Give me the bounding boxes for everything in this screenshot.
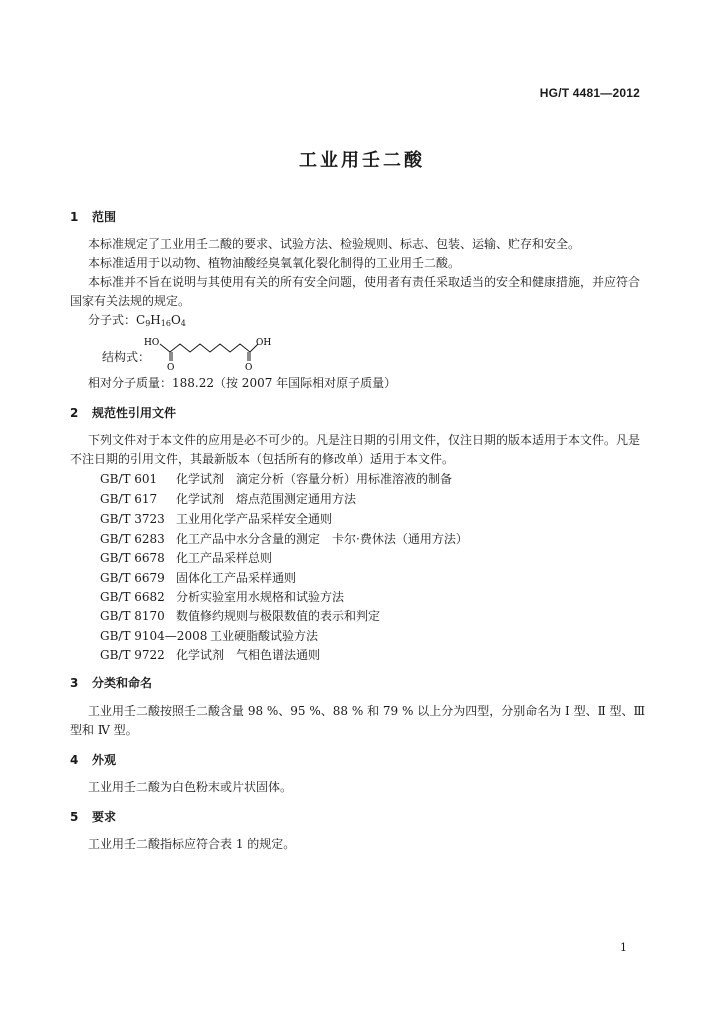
section-3-number: 3 <box>70 676 79 690</box>
reference-code: GB/T 6283 <box>100 532 165 546</box>
reference-title: 化学试剂 熔点范围测定通用方法 <box>176 492 357 506</box>
formula-h: H <box>150 313 161 327</box>
standard-number: HG/T 4481—2012 <box>539 86 640 100</box>
reference-title: 化学试剂 滴定分析（容量分析）用标准溶液的制备 <box>176 472 453 486</box>
reference-item <box>100 627 318 644</box>
carbon-chain <box>160 344 258 352</box>
section-3-para-1: 工业用壬二酸按照壬二酸含量 98 %、95 %、88 % 和 79 % 以上分为四型，分别命名为 Ⅰ 型、Ⅱ 型、Ⅲ 型和 Ⅳ 型。 <box>70 704 646 737</box>
molecular-mass: 相对分子质量：188.22（按 2007 年国际相对原子质量） <box>88 376 397 390</box>
section-5-title: 要求 <box>92 810 117 824</box>
structural-formula <box>140 336 280 372</box>
reference-title: 化工产品中水分含量的测定 卡尔·费休法（通用方法） <box>176 532 468 546</box>
section-1-para-3: 本标准并不旨在说明与其使用有关的所有安全问题，使用者有责任采取适当的安全和健康措施，并应符合国家有关法规的规定。 <box>70 275 641 308</box>
reference-title: 工业硬脂酸试验方法 <box>210 629 319 643</box>
structure-ho-label: HO <box>144 338 160 348</box>
formula-c: C <box>136 313 146 327</box>
formula-h-count: 16 <box>160 319 171 328</box>
section-1-heading <box>70 208 116 225</box>
reference-title: 数值修约规则与极限数值的表示和判定 <box>176 609 381 623</box>
reference-code: GB/T 6679 <box>100 571 165 585</box>
section-1-number: 1 <box>70 210 79 224</box>
molecular-formula <box>88 311 186 333</box>
reference-item <box>100 530 468 547</box>
reference-item <box>100 510 332 527</box>
section-5-number: 5 <box>70 810 79 824</box>
structure-oh-label: OH <box>256 338 272 348</box>
reference-code: GB/T 9722 <box>100 648 165 662</box>
structure-label: 结构式： <box>102 350 151 364</box>
reference-code: GB/T 6682 <box>100 590 165 604</box>
section-1-para-1: 本标准规定了工业用壬二酸的要求、试验方法、检验规则、标志、包装、运输、贮存和安全。 <box>88 237 581 251</box>
reference-code: GB/T 3723 <box>100 512 165 526</box>
reference-title: 化工产品采样总则 <box>176 551 273 565</box>
section-1-title: 范围 <box>92 210 117 224</box>
reference-code: GB/T 8170 <box>100 609 165 623</box>
reference-title: 分析实验室用水规格和试验方法 <box>176 590 345 604</box>
formula-o: O <box>170 313 181 327</box>
reference-title: 化学试剂 气相色谱法通则 <box>176 648 321 662</box>
section-4-para-1: 工业用壬二酸为白色粉末或片状固体。 <box>88 780 293 794</box>
reference-item <box>100 569 296 586</box>
carbonyl-o-left: O <box>167 363 175 372</box>
reference-item <box>100 490 356 507</box>
section-4-number: 4 <box>70 753 79 767</box>
reference-item <box>100 470 452 487</box>
reference-code: GB/T 601 <box>100 472 158 486</box>
document-title: 工业用壬二酸 <box>299 150 425 171</box>
formula-label: 分子式： <box>88 313 137 327</box>
reference-item <box>100 646 320 663</box>
reference-item <box>100 607 380 624</box>
reference-item <box>100 549 272 566</box>
section-3-heading <box>70 674 152 691</box>
reference-code: GB/T 6678 <box>100 551 165 565</box>
section-5-heading <box>70 808 116 825</box>
reference-item <box>100 588 344 605</box>
section-4-heading <box>70 751 116 768</box>
carbonyl-o-right: O <box>245 363 253 372</box>
reference-title: 固体化工产品采样通则 <box>176 571 297 585</box>
section-1-para-2: 本标准适用于以动物、植物油酸经臭氧氧化裂化制得的工业用壬二酸。 <box>88 256 461 270</box>
section-2-title: 规范性引用文件 <box>92 406 177 420</box>
formula-o-count: 4 <box>180 319 186 328</box>
page-number: 1 <box>620 941 627 954</box>
section-3-title: 分类和命名 <box>92 676 153 690</box>
section-5-para-1: 工业用壬二酸指标应符合表 1 的规定。 <box>88 837 296 851</box>
formula-c-count: 9 <box>145 319 151 328</box>
section-4-title: 外观 <box>92 753 117 767</box>
reference-title: 工业用化学产品采样安全通则 <box>176 512 333 526</box>
section-2-number: 2 <box>70 406 79 420</box>
section-2-intro: 下列文件对于本文件的应用是必不可少的。凡是注日期的引用文件，仅注日期的版本适用于本文件。凡是不注日期的引用文件，其最新版本（包括所有的修改单）适用于本文件。 <box>70 433 641 466</box>
reference-code: GB/T 617 <box>100 492 158 506</box>
section-2-heading <box>70 404 176 421</box>
reference-code: GB/T 9104—2008 <box>100 629 208 643</box>
